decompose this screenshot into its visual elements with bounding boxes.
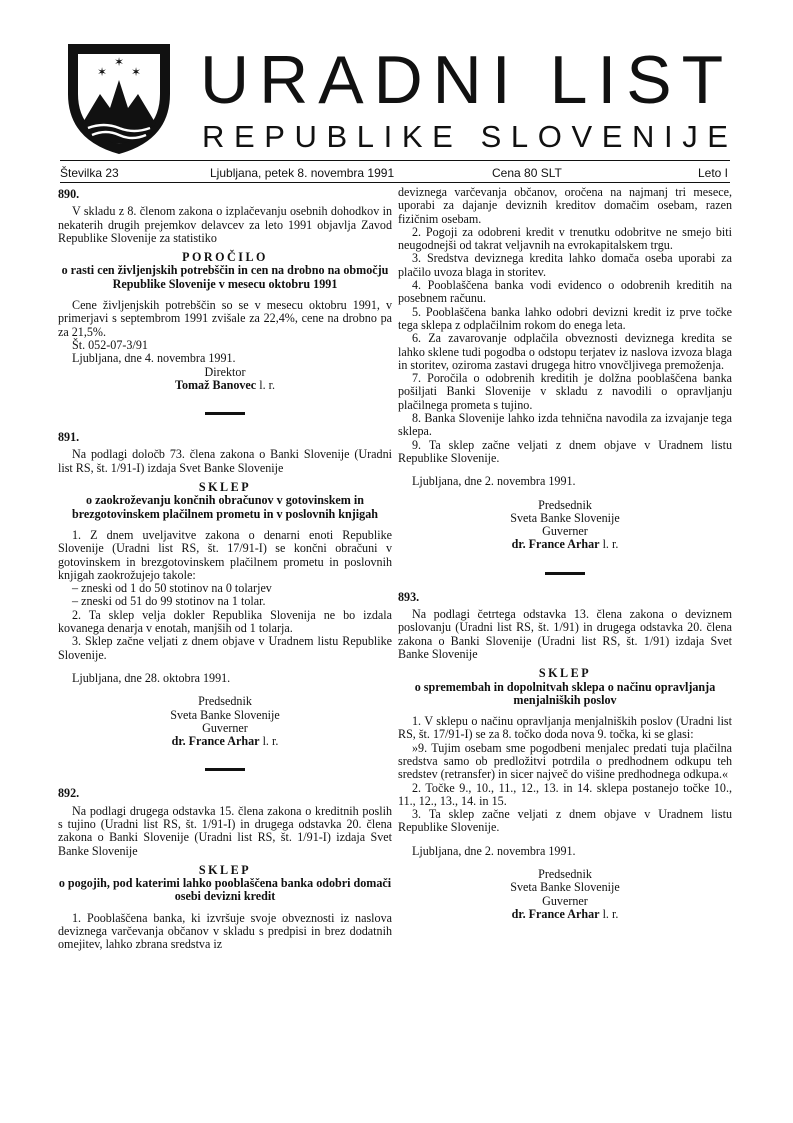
article-intro: Na podlagi četrtega odstavka 13. člena zakona o deviznem poslovanju (Uradni list RS, št. 1/91) in drugega odstavka 20. člena zakona o Banki Slovenije (Uradni list RS, št. 1/91) izdaja Svet Banke Slovenije bbox=[398, 607, 732, 661]
signature-name: dr. France Arhar bbox=[511, 537, 600, 552]
article-paragraph: 1. Z dnem uveljavitve zakona o denarni enoti Republike Slovenije (Uradni list RS, št. 17/91-I) se končni obračuni v gotovinskem in brezgotovinskem plačilnem prometu in poslovnih knjigah zaokrožujejo takole: bbox=[58, 527, 392, 582]
bottom-rule bbox=[60, 182, 730, 183]
masthead-subtitle: REPUBLIKE SLOVENIJE bbox=[202, 119, 738, 154]
right-column bbox=[398, 186, 732, 921]
article-heading: SKLEP bbox=[538, 666, 592, 681]
article-intro: Na podlagi drugega odstavka 15. člena zakona o kreditnih poslih s tujino (Uradni list RS, št. 1/91-I) in drugega odstavka 20. člena zakona o Banki Slovenije (Uradni list RS, št. 1/91-I) izdaja Svet Banke Slovenije bbox=[58, 803, 392, 858]
article-paragraph: 4. Pooblaščena banka vodi evidenco o odobrenih kreditih na posebnem računu. bbox=[398, 278, 732, 306]
signature-line bbox=[398, 908, 732, 921]
svg-text:✶: ✶ bbox=[96, 65, 108, 79]
article-separator bbox=[205, 412, 245, 415]
signature-suffix: l. r. bbox=[602, 906, 619, 921]
signature-line bbox=[58, 379, 392, 392]
article-paragraph: deviznega varčevanja občanov, oročena na najmanj tri mesece, uporabi za dajanje deviznih kreditov domačim osebam, razen fizičnim osebam. bbox=[398, 185, 732, 226]
issue-place-date: Ljubljana, petek 8. novembra 1991 bbox=[210, 166, 395, 180]
article-date: Ljubljana, dne 2. novembra 1991. bbox=[412, 474, 576, 489]
signature-title: Predsednik bbox=[538, 497, 592, 512]
top-rule bbox=[60, 160, 730, 161]
article-intro: Na podlagi določb 73. člena zakona o Banki Slovenije (Uradni list RS, št. 1/91-I) izdaja Svet Banke Slovenije bbox=[58, 447, 392, 475]
signature-title: Sveta Banke Slovenije bbox=[510, 510, 620, 525]
article-paragraph: 2. Ta sklep velja dokler Republika Slovenija ne bo izdala kovanega denarja v enotah, manjših od 1 tolarja. bbox=[58, 607, 392, 636]
signature-title: Direktor bbox=[204, 364, 246, 379]
signature-suffix: l. r. bbox=[262, 734, 279, 749]
article-paragraph: 5. Pooblaščena banka lahko odobri devizni kredit iz prve točke tega sklepa z odplačilnim rokom do enega leta. bbox=[398, 304, 732, 332]
article-number: 891. bbox=[58, 430, 80, 445]
signature-line bbox=[58, 735, 392, 748]
article-quote: »9. Tujim osebam sme pogodbeni menjalec predati tuja plačilna sredstva samo ob predložitvi potrdila o predhodnem odkupu teh sredstev (retransfer) in sicer največ do višine predhodnega odkupa.« bbox=[398, 740, 732, 782]
signature-title: Sveta Banke Slovenije bbox=[170, 707, 280, 722]
masthead bbox=[60, 40, 760, 160]
list-item: – zneski od 51 do 99 stotinov na 1 tolar. bbox=[72, 594, 266, 609]
svg-text:✶: ✶ bbox=[113, 55, 125, 69]
article-separator bbox=[545, 572, 585, 575]
article-subheading: o pogojih, pod katerimi lahko pooblaščena banka odobri domači osebi devizni kredit bbox=[58, 876, 392, 904]
article-paragraph: 2. Točke 9., 10., 11., 12., 13. in 14. sklepa postanejo točke 10., 11., 12., 13., 14. in 15. bbox=[398, 780, 732, 808]
article-subheading: o zaokroževanju končnih obračunov v gotovinskem in brezgotovinskem plačilnem prometu in v poslovnih knjigah bbox=[72, 493, 378, 521]
article-body: Cene življenjskih potrebščin so se v mesecu oktobru 1991, v primerjavi s septembrom 1991 zvišale za 22,4%, cene na drobno pa za 21,5%. bbox=[58, 298, 392, 339]
article-paragraph: 7. Poročila o odobrenih kreditih je dolžna pooblaščena banka pošiljati Banki Slovenije v skladu z navodili o opravljanju plačilnega prometa s tujino. bbox=[398, 371, 732, 412]
signature-name: dr. France Arhar bbox=[511, 906, 600, 921]
signature-suffix: l. r. bbox=[259, 377, 275, 392]
article-number: 893. bbox=[398, 589, 420, 604]
article-paragraph: 3. Sklep začne veljati z dnem objave v Uradnem listu Republike Slovenije. bbox=[58, 634, 392, 662]
signature-name: dr. France Arhar bbox=[171, 734, 260, 749]
article-paragraph: 3. Sredstva deviznega kredita lahko domača oseba uporabi za plačilo uvoza blaga in storitev. bbox=[398, 251, 732, 279]
issue-year: Leto I bbox=[697, 166, 728, 180]
article-subheading: o spremembah in dopolnitvah sklepa o načinu opravljanja menjalniških poslov bbox=[414, 679, 716, 707]
article-heading: POROČILO bbox=[182, 250, 268, 265]
article-reference: Št. 052-07-3/91 bbox=[72, 337, 148, 352]
article-date: Ljubljana, dne 2. novembra 1991. bbox=[412, 843, 576, 858]
article-heading: SKLEP bbox=[198, 862, 252, 877]
masthead-title: URADNI LIST bbox=[200, 42, 734, 118]
signature-title: Predsednik bbox=[198, 694, 252, 709]
article-separator bbox=[205, 768, 245, 771]
signature-title: Guverner bbox=[542, 893, 588, 908]
article-intro: V skladu z 8. členom zakona o izplačevanju osebnih dohodkov in nekaterih drugih prejemkov delavcev za leto 1991 objavlja Zavod Republike Slovenije za statistiko bbox=[58, 204, 392, 245]
article-date: Ljubljana, dne 28. oktobra 1991. bbox=[72, 670, 231, 685]
article-number: 890. bbox=[58, 187, 80, 201]
slovenia-coat-of-arms-icon bbox=[60, 40, 178, 158]
article-paragraph: 9. Ta sklep začne veljati z dnem objave v Uradnem listu Republike Slovenije. bbox=[398, 437, 732, 465]
article-paragraph: 3. Ta sklep začne veljati z dnem objave v Uradnem listu Republike Slovenije. bbox=[398, 807, 732, 835]
article-subheading: o rasti cen življenjskih potrebščin in cen na drobno na območju Republike Slovenije v mesecu oktobru 1991 bbox=[61, 263, 389, 291]
article-date: Ljubljana, dne 4. novembra 1991. bbox=[72, 351, 236, 366]
issue-info-bar bbox=[60, 162, 728, 182]
svg-text:✶: ✶ bbox=[130, 65, 142, 79]
signature-title: Predsednik bbox=[538, 867, 592, 882]
list-item: – zneski od 1 do 50 stotinov na 0 tolarjev bbox=[72, 581, 272, 596]
article-paragraph: 8. Banka Slovenije lahko izda tehnična navodila za izvajanje tega sklepa. bbox=[398, 411, 732, 439]
signature-name: Tomaž Banovec bbox=[174, 377, 257, 392]
left-column bbox=[58, 186, 392, 952]
article-number: 892. bbox=[58, 786, 80, 801]
signature-title: Guverner bbox=[202, 720, 248, 735]
signature-title: Guverner bbox=[542, 524, 588, 539]
article-heading: SKLEP bbox=[198, 480, 252, 495]
article-paragraph: 6. Za zavarovanje odplačila obveznosti deviznega kredita se lahko sklene tudi pogodba o odstopu terjatev iz naslova izvoza blaga in storitev, oziroma zastavi drugega hitro vnovčljivega premoženja. bbox=[398, 331, 732, 372]
signature-line bbox=[398, 538, 732, 551]
signature-title: Sveta Banke Slovenije bbox=[510, 880, 620, 895]
article-paragraph: 2. Pogoji za odobreni kredit v trenutku odobritve ne smejo biti neugodnejši od takrat veljavnih na evrokapitalskem trgu. bbox=[398, 224, 732, 253]
issue-number: Številka 23 bbox=[60, 166, 119, 180]
signature-suffix: l. r. bbox=[602, 537, 619, 552]
article-paragraph: 1. Pooblaščena banka, ki izvršuje svoje obveznosti iz naslova deviznega varčevanja občanov v skladu s predpisi in brez dodatnih omejitev, lahko zbrana sredstva iz bbox=[58, 910, 392, 952]
article-paragraph: 1. V sklepu o načinu opravljanja menjalniških poslov (Uradni list RS, št. 17/91-I) se za 8. točko doda nova 9. točka, ki se glasi: bbox=[398, 714, 732, 742]
issue-price: Cena 80 SLT bbox=[492, 166, 562, 180]
